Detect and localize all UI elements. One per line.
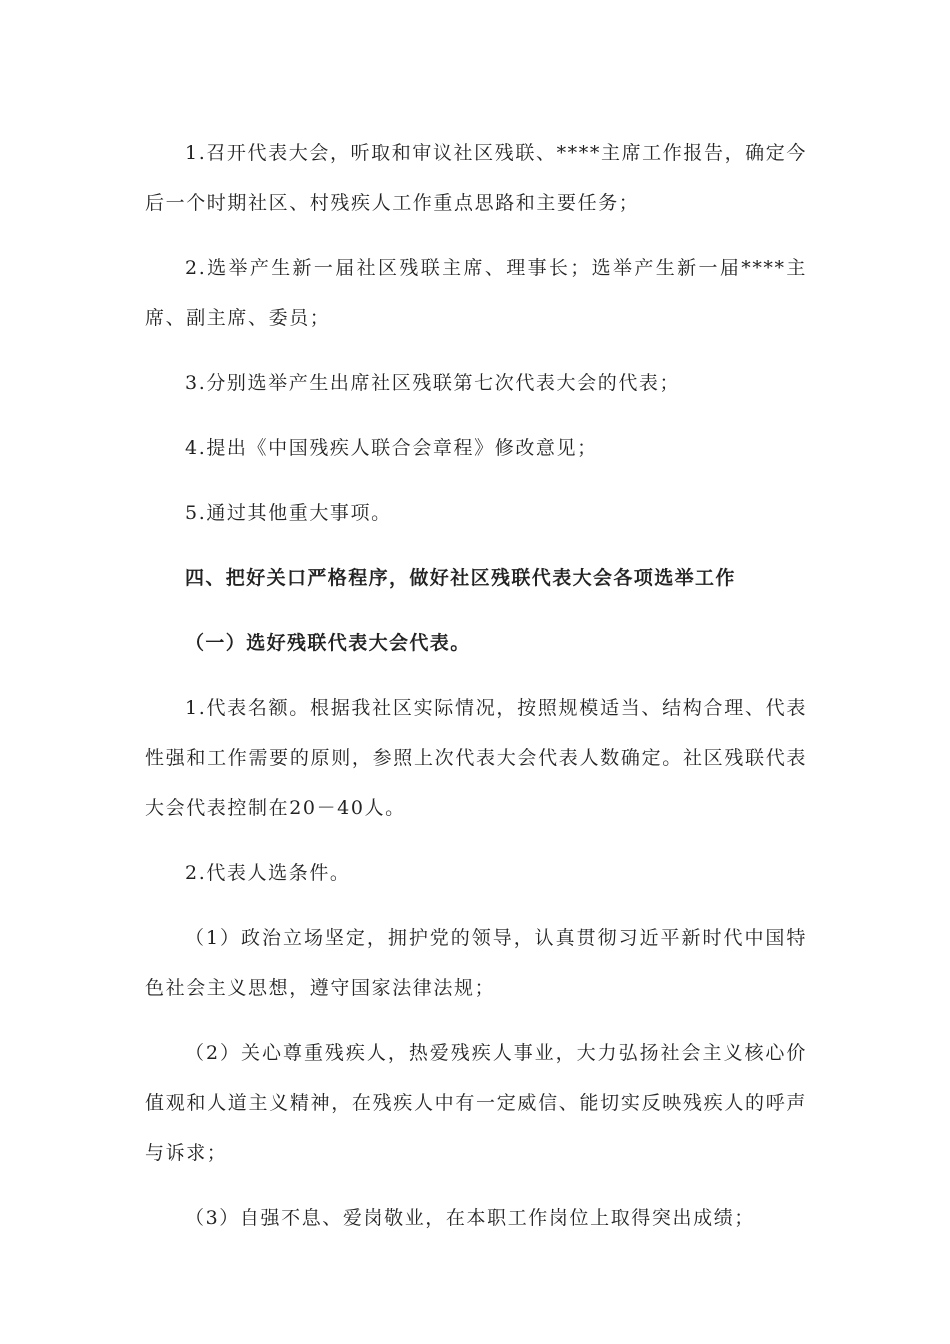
condition-item-3: （3）自强不息、爱岗敬业，在本职工作岗位上取得突出成绩； bbox=[185, 1207, 755, 1229]
paragraph-item-5: 5.通过其他重大事项。 bbox=[185, 502, 392, 524]
paragraph-item-3: 3.分别选举产生出席社区残联第七次代表大会的代表； bbox=[185, 372, 681, 394]
paragraph-conditions: 2.代表人选条件。 bbox=[185, 862, 351, 884]
paragraph-quota: 1.代表名额。根据我社区实际情况，按照规模适当、结构合理、代表性强和工作需要的原则，参照上次代表大会代表人数确定。社区残联代表大会代表控制在20－40人。 bbox=[145, 697, 807, 819]
section-heading-4: 四、把好关口严格程序，做好社区残联代表大会各项选举工作 bbox=[185, 567, 736, 589]
subsection-heading-1: （一）选好残联代表大会代表。 bbox=[185, 632, 471, 654]
paragraph-item-4: 4.提出《中国残疾人联合会章程》修改意见； bbox=[185, 437, 598, 459]
paragraph-item-2: 2.选举产生新一届社区残联主席、理事长；选举产生新一届****主席、副主席、委员； bbox=[145, 257, 807, 329]
condition-item-2: （2）关心尊重残疾人，热爱残疾人事业，大力弘扬社会主义核心价值观和人道主义精神，在残疾人中有一定威信、能切实反映残疾人的呼声与诉求； bbox=[145, 1042, 807, 1164]
condition-item-1: （1）政治立场坚定，拥护党的领导，认真贯彻习近平新时代中国特色社会主义思想，遵守国家法律法规； bbox=[145, 927, 807, 999]
document-body bbox=[145, 128, 807, 1258]
paragraph-item-1: 1.召开代表大会，听取和审议社区残联、****主席工作报告，确定今后一个时期社区、村残疾人工作重点思路和主要任务； bbox=[145, 142, 807, 214]
